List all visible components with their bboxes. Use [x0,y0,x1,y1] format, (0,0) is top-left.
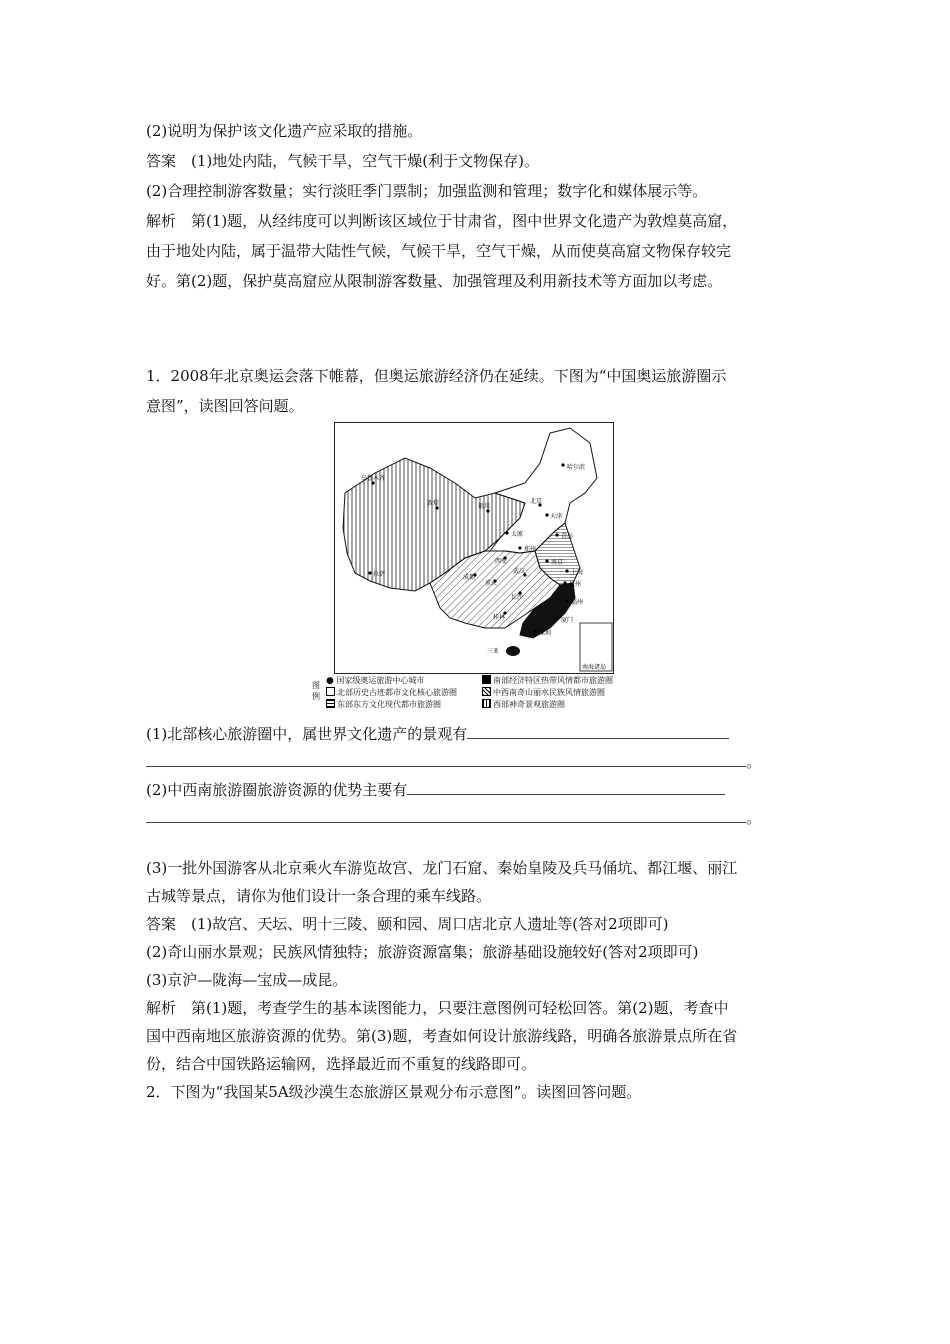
legend-item-south: 南部经济特区热带风情都市旅游圈 [482,675,613,686]
answer-blank-2b[interactable] [146,808,746,823]
map-legend [312,674,652,714]
q1-sub-1: (1)北部核心旅游圈中，属世界文化遗产的景观有 [146,724,729,744]
map-label-chengdu: 成都 [463,574,476,581]
map-label-shenzhen: 深圳 [539,630,552,637]
map-label-harbin: 哈尔滨 [567,464,586,471]
map-label-taiyuan: 太原 [511,531,524,538]
legend-item-east: 东部东方文化现代都市旅游圈 [326,699,441,710]
china-olympic-tourism-map [334,422,614,674]
answer-blank-1b[interactable] [146,752,746,767]
prev-question-2: (2)说明为保护该文化遗产应采取的措施。 [146,122,423,140]
q1-sub-2: (2)中西南旅游圈旅游资源的优势主要有 [146,780,725,800]
map-label-south-sea: 南海诸岛 [582,664,607,671]
map-label-tianjin: 天津 [550,513,563,520]
map-svg [335,423,613,673]
prev-explanation-2: 由于地处内陆，属于温带大陆性气候，气候干旱，空气干燥，从而使莫高窟文物保存较完 [146,242,732,260]
q1-answer-1: 答案 (1)故宫、天坛、明十三陵、颐和园、周口店北京人遗址等(答对2项即可) [146,915,669,933]
q1-sub-3b: 古城等景点，请你为他们设计一条合理的乘车线路。 [146,887,492,905]
legend-title: 图例 [312,681,320,701]
legend-item-center-city: ● 国家级奥运旅游中心城市 [326,676,425,686]
q2-stem: 2．下图为“我国某5A级沙漠生态旅游区景观分布示意图”。读图回答问题。 [146,1083,642,1101]
map-label-sanya: 三亚 [487,648,500,655]
q1-stem-1: 1．2008年北京奥运会落下帷幕，但奥运旅游经济仍在延续。下图为“中国奥运旅游圈示 [146,367,727,385]
q1-sub-2-cont: 。 [146,808,761,828]
q1-answer-2: (2)奇山丽水景观；民族风情独特；旅游资源富集；旅游基础设施较好(答对2项即可) [146,943,699,961]
map-label-qingdao: 青岛 [561,533,574,540]
map-label-shanghai: 上海 [571,569,584,576]
map-label-lhasa: 拉萨 [373,571,386,578]
map-label-urumqi: 乌鲁木齐 [361,475,386,482]
map-label-guilin: 桂林 [493,614,506,621]
map-label-yinchuan: 银川 [478,503,491,510]
map-label-xian: 西安 [495,558,508,565]
legend-item-north: 北部历史古迹都市文化核心旅游圈 [326,687,457,698]
legend-item-southwest: 中西南奇山丽水民族风情旅游圈 [482,687,605,698]
q1-answer-3: (3)京沪—陇海—宝成—成昆。 [146,971,348,989]
map-label-fuzhou: 福州 [571,599,584,606]
map-label-hangzhou: 杭州 [569,581,582,588]
q1-explanation-1: 解析 第(1)题，考查学生的基本读图能力，只要注意图例可轻松回答。第(2)题，考查中 [146,999,729,1017]
legend-item-west: 西部神奇景观旅游圈 [482,699,565,710]
answer-blank-2a[interactable] [407,780,725,795]
q1-sub-3a: (3)一批外国游客从北京乘火车游览故宫、龙门石窟、秦始皇陵及兵马俑坑、都江堰、丽江 [146,859,738,877]
map-label-nanjing: 南京 [551,559,564,566]
map-label-wuhan: 武汉 [513,568,526,575]
prev-answer-1: 答案 (1)地处内陆，气候干旱，空气干燥(利于文物保存)。 [146,152,539,170]
prev-answer-2: (2)合理控制游客数量；实行淡旺季门票制；加强监测和管理；数字化和媒体展示等。 [146,182,708,200]
q1-explanation-3: 份，结合中国铁路运输网，选择最近而不重复的线路即可。 [146,1055,537,1073]
answer-blank-1a[interactable] [467,724,729,739]
map-label-zhengzhou: 郑州 [524,546,537,553]
map-label-changsha: 长沙 [511,594,524,601]
q1-stem-2: 意图”，读图回答问题。 [146,397,304,415]
prev-explanation-1: 解析 第(1)题，从经纬度可以判断该区域位于甘肃省，图中世界文化遗产为敦煌莫高窟， [146,212,738,230]
map-label-xiamen: 厦门 [561,617,574,624]
map-label-chongqing: 重庆 [485,580,498,587]
q1-sub-1-cont: 。 [146,752,761,772]
map-label-beijing: 北京 [530,498,543,505]
prev-explanation-3: 好。第(2)题，保护莫高窟应从限制游客数量、加强管理及利用新技术等方面加以考虑。 [146,272,723,290]
q1-explanation-2: 国中西南地区旅游资源的优势。第(3)题，考查如何设计旅游线路，明确各旅游景点所在省 [146,1027,738,1045]
map-label-dunhuang: 敦煌 [427,500,440,507]
